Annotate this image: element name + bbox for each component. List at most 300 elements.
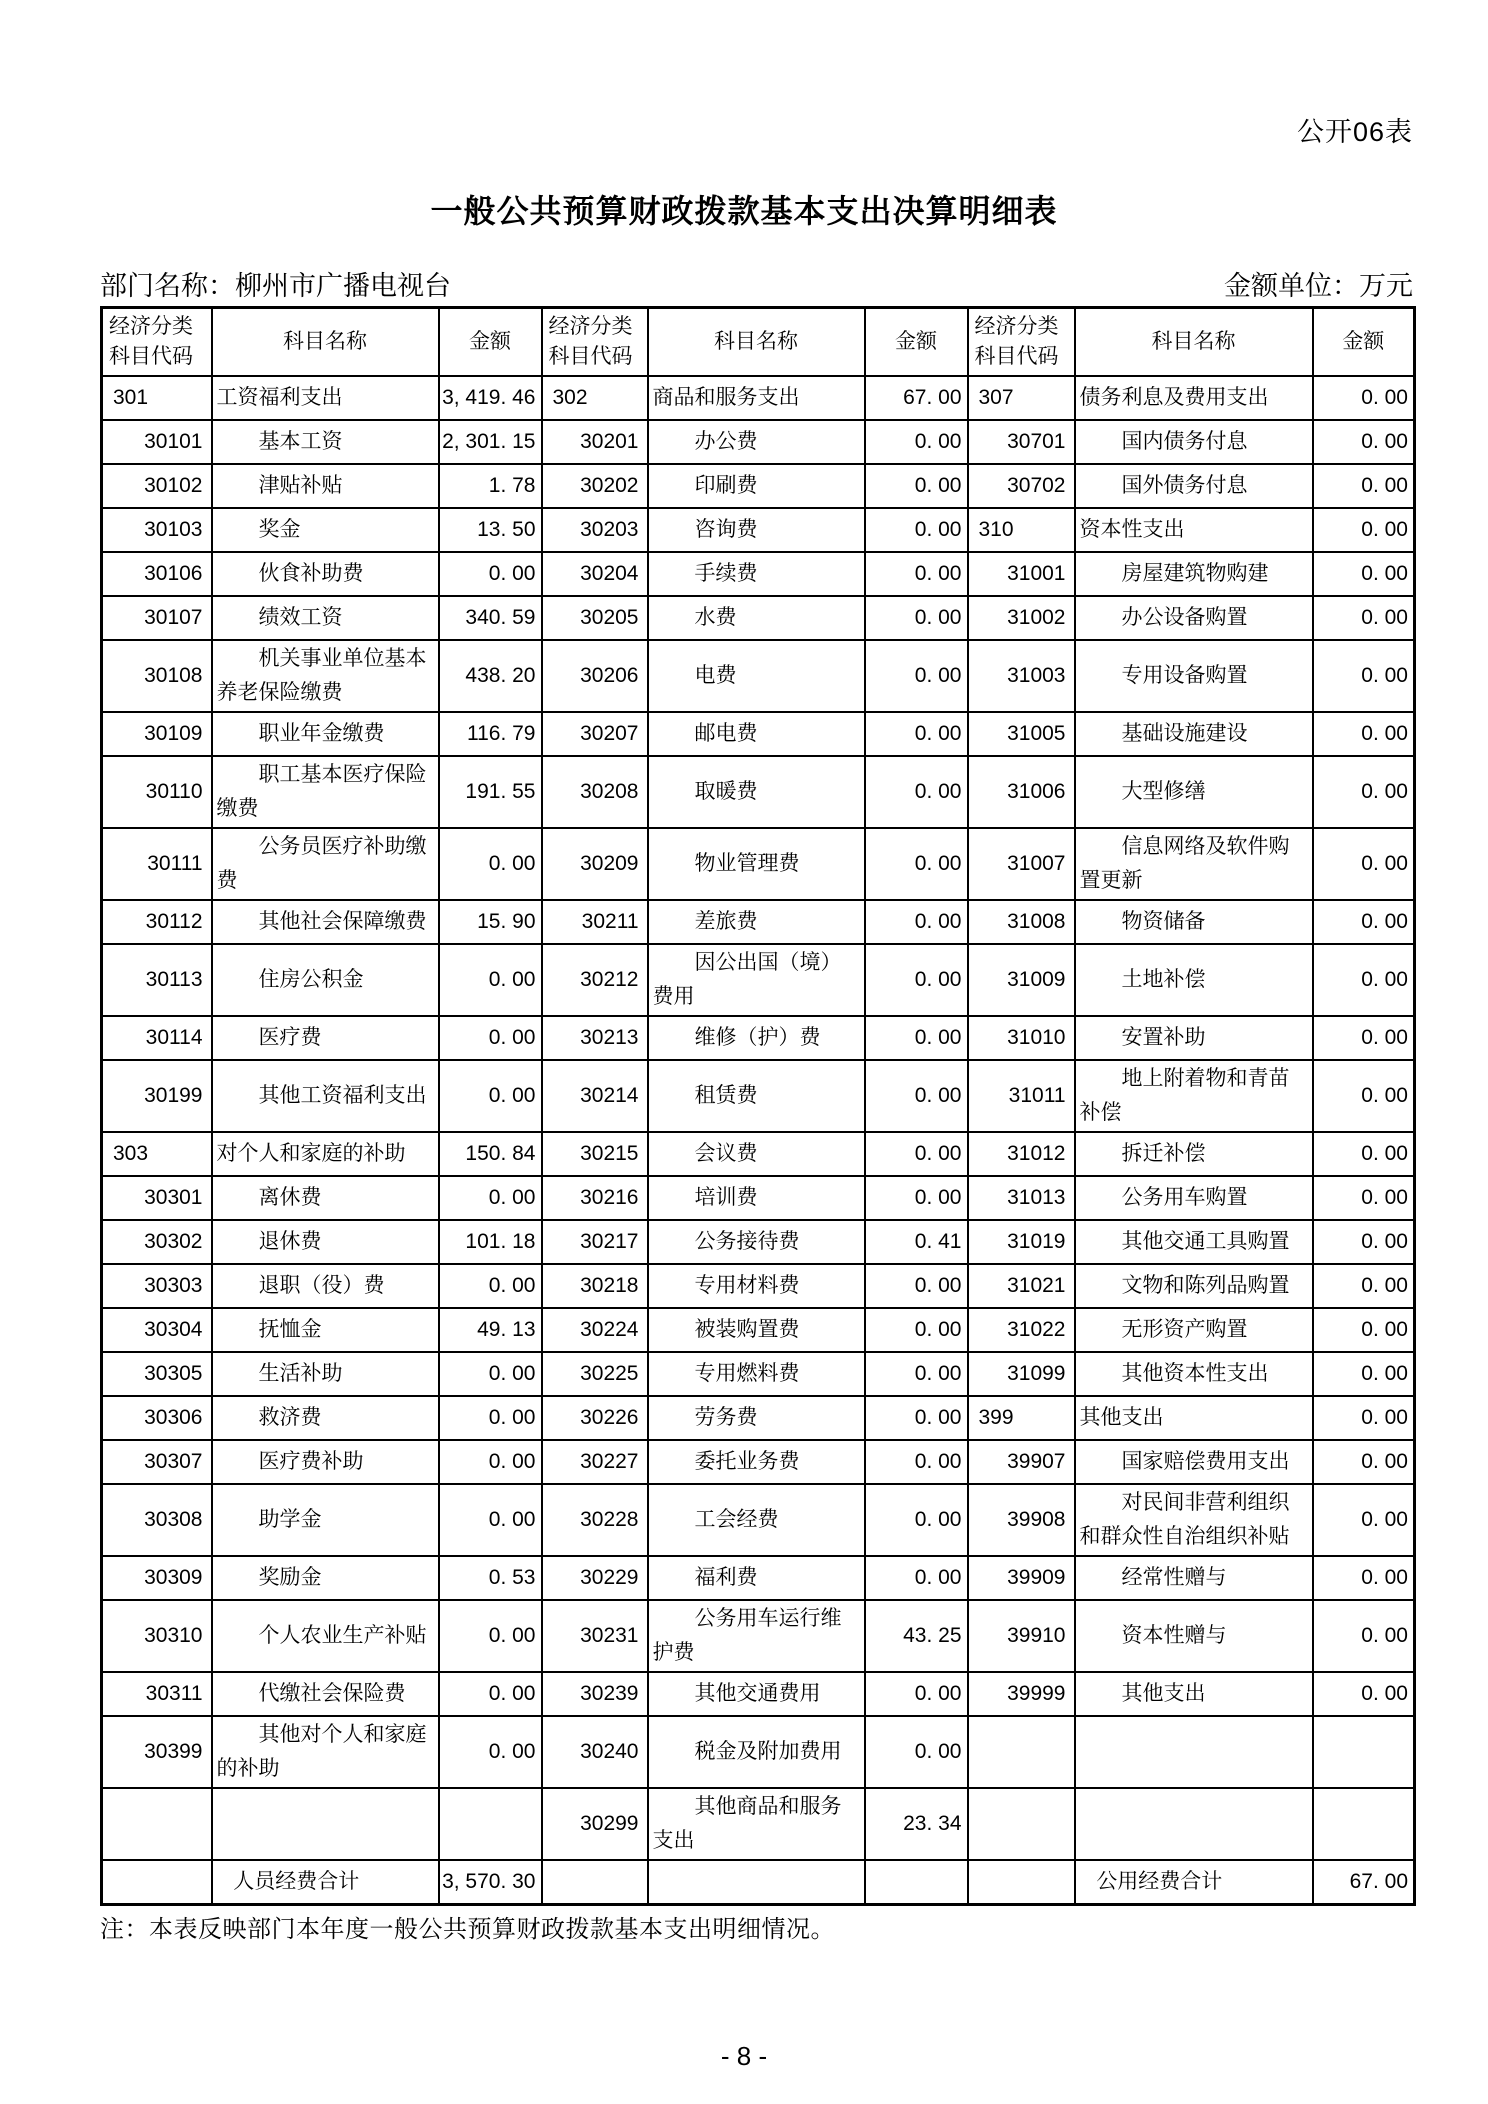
subject-name-cell: 其他支出 [1075, 1672, 1313, 1716]
subject-name-cell: 被装购置费 [648, 1308, 865, 1352]
amount-cell: 0. 41 [865, 1220, 968, 1264]
code-cell: 30229 [542, 1556, 648, 1600]
code-cell: 31019 [968, 1220, 1075, 1264]
subject-name-cell: 无形资产购置 [1075, 1308, 1313, 1352]
subject-name-cell: 差旅费 [648, 900, 865, 944]
amount-cell: 0. 00 [439, 1716, 542, 1788]
code-cell: 30201 [542, 420, 648, 464]
subject-name-cell: 职工基本医疗保险缴费 [212, 756, 439, 828]
subject-name-cell: 对个人和家庭的补助 [212, 1132, 439, 1176]
code-cell: 30109 [102, 712, 212, 756]
code-cell: 30205 [542, 596, 648, 640]
code-cell: 30301 [102, 1176, 212, 1220]
amount-cell: 0. 00 [865, 1352, 968, 1396]
subject-name-cell: 租赁费 [648, 1060, 865, 1132]
table-body [102, 376, 1415, 1905]
table-row [102, 464, 1415, 508]
amount-cell: 0. 00 [439, 1440, 542, 1484]
subject-name-cell: 其他交通工具购置 [1075, 1220, 1313, 1264]
code-cell: 30211 [542, 900, 648, 944]
code-cell: 30213 [542, 1016, 648, 1060]
table-container [100, 306, 1413, 1944]
code-cell: 310 [968, 508, 1075, 552]
subject-name-cell [212, 1788, 439, 1860]
amount-cell: 0. 00 [1313, 1308, 1415, 1352]
amount-cell: 0. 00 [1313, 1396, 1415, 1440]
amount-cell: 13. 50 [439, 508, 542, 552]
code-cell: 31013 [968, 1176, 1075, 1220]
amount-cell: 0. 00 [865, 1308, 968, 1352]
subject-name-cell: 物业管理费 [648, 828, 865, 900]
table-row [102, 508, 1415, 552]
code-cell: 31099 [968, 1352, 1075, 1396]
header-name-2: 科目名称 [648, 308, 865, 377]
code-cell: 30208 [542, 756, 648, 828]
amount-cell: 0. 00 [439, 552, 542, 596]
table-footnote: 注：本表反映部门本年度一般公共预算财政拨款基本支出明细情况。 [100, 1916, 835, 1943]
code-cell: 31003 [968, 640, 1075, 712]
code-cell [102, 1788, 212, 1860]
code-cell: 30299 [542, 1788, 648, 1860]
subject-name-cell: 国外债务付息 [1075, 464, 1313, 508]
subject-name-cell: 医疗费补助 [212, 1440, 439, 1484]
code-cell: 30113 [102, 944, 212, 1016]
amount-cell: 0. 00 [865, 464, 968, 508]
header-code-line2: 科目代码 [548, 345, 633, 368]
header-code-line1: 经济分类 [548, 315, 633, 338]
amount-cell: 0. 00 [865, 1672, 968, 1716]
subject-name-cell [1075, 1788, 1313, 1860]
amount-cell: 0. 00 [439, 828, 542, 900]
subject-name-cell: 公务接待费 [648, 1220, 865, 1264]
code-cell: 39909 [968, 1556, 1075, 1600]
subject-name-cell: 专用燃料费 [648, 1352, 865, 1396]
table-row [102, 552, 1415, 596]
table-row [102, 1308, 1415, 1352]
code-cell: 30103 [102, 508, 212, 552]
code-cell: 30202 [542, 464, 648, 508]
amount-cell: 0. 00 [1313, 1672, 1415, 1716]
budget-detail-table [100, 306, 1416, 1906]
code-cell: 30702 [968, 464, 1075, 508]
code-cell [968, 1788, 1075, 1860]
subject-name-cell: 因公出国（境）费用 [648, 944, 865, 1016]
amount-cell: 3, 419. 46 [439, 376, 542, 420]
code-cell [968, 1716, 1075, 1788]
amount-unit: 金额单位：万元 [1224, 271, 1413, 301]
page-number: - 8 - [720, 2041, 768, 2071]
table-row [102, 1788, 1415, 1860]
amount-cell: 0. 00 [865, 596, 968, 640]
amount-cell: 0. 00 [865, 1440, 968, 1484]
code-cell: 30305 [102, 1352, 212, 1396]
table-row [102, 1016, 1415, 1060]
subject-name-cell: 国家赔偿费用支出 [1075, 1440, 1313, 1484]
amount-cell: 0. 00 [865, 1132, 968, 1176]
subject-name-cell: 房屋建筑物购建 [1075, 552, 1313, 596]
code-cell: 30203 [542, 508, 648, 552]
code-cell: 31022 [968, 1308, 1075, 1352]
code-cell: 30240 [542, 1716, 648, 1788]
amount-cell: 3, 570. 30 [439, 1860, 542, 1905]
code-cell: 30111 [102, 828, 212, 900]
amount-cell: 0. 00 [1313, 464, 1415, 508]
code-cell: 31008 [968, 900, 1075, 944]
code-cell: 30214 [542, 1060, 648, 1132]
code-cell: 30224 [542, 1308, 648, 1352]
amount-cell [439, 1788, 542, 1860]
subject-name-cell: 维修（护）费 [648, 1016, 865, 1060]
amount-cell: 0. 00 [1313, 1600, 1415, 1672]
code-cell: 307 [968, 376, 1075, 420]
amount-cell: 0. 00 [1313, 640, 1415, 712]
subject-name-cell: 退职（役）费 [212, 1264, 439, 1308]
amount-cell: 0. 00 [1313, 756, 1415, 828]
subject-name-cell [648, 1860, 865, 1905]
code-cell: 30114 [102, 1016, 212, 1060]
table-row [102, 1440, 1415, 1484]
code-cell: 30110 [102, 756, 212, 828]
amount-cell: 191. 55 [439, 756, 542, 828]
amount-cell: 0. 00 [1313, 1176, 1415, 1220]
subject-name-cell: 邮电费 [648, 712, 865, 756]
subject-name-cell: 个人农业生产补贴 [212, 1600, 439, 1672]
code-cell: 30209 [542, 828, 648, 900]
subject-name-cell: 地上附着物和青苗补偿 [1075, 1060, 1313, 1132]
amount-cell: 150. 84 [439, 1132, 542, 1176]
subject-name-cell: 其他支出 [1075, 1396, 1313, 1440]
subject-name-cell: 专用设备购置 [1075, 640, 1313, 712]
code-cell: 30306 [102, 1396, 212, 1440]
table-row [102, 376, 1415, 420]
amount-cell: 0. 00 [439, 1352, 542, 1396]
amount-cell: 0. 00 [1313, 1016, 1415, 1060]
amount-cell: 0. 00 [865, 828, 968, 900]
amount-cell: 0. 00 [865, 900, 968, 944]
code-cell: 31010 [968, 1016, 1075, 1060]
subject-name-cell: 奖励金 [212, 1556, 439, 1600]
amount-cell: 0. 00 [439, 1396, 542, 1440]
header-name-3: 科目名称 [1075, 308, 1313, 377]
code-cell: 30199 [102, 1060, 212, 1132]
subject-name-cell: 税金及附加费用 [648, 1716, 865, 1788]
header-code-3 [968, 308, 1075, 377]
amount-cell: 0. 00 [865, 712, 968, 756]
amount-cell: 116. 79 [439, 712, 542, 756]
subject-name-cell: 文物和陈列品购置 [1075, 1264, 1313, 1308]
code-cell: 30215 [542, 1132, 648, 1176]
code-cell: 30228 [542, 1484, 648, 1556]
amount-cell: 0. 00 [439, 1672, 542, 1716]
code-cell: 303 [102, 1132, 212, 1176]
code-cell: 30311 [102, 1672, 212, 1716]
code-cell: 30106 [102, 552, 212, 596]
amount-cell: 340. 59 [439, 596, 542, 640]
amount-cell: 0. 00 [865, 508, 968, 552]
table-row [102, 1396, 1415, 1440]
code-cell: 31006 [968, 756, 1075, 828]
table-row [102, 756, 1415, 828]
code-cell: 30309 [102, 1556, 212, 1600]
subject-name-cell: 取暖费 [648, 756, 865, 828]
amount-cell: 0. 00 [1313, 1484, 1415, 1556]
page-title: 一般公共预算财政拨款基本支出决算明细表 [430, 193, 1058, 229]
amount-cell: 0. 00 [439, 1264, 542, 1308]
header-name-1: 科目名称 [212, 308, 439, 377]
table-row [102, 1716, 1415, 1788]
code-cell: 30303 [102, 1264, 212, 1308]
amount-cell: 0. 00 [1313, 900, 1415, 944]
amount-cell: 0. 00 [1313, 1132, 1415, 1176]
code-cell: 399 [968, 1396, 1075, 1440]
amount-cell [1313, 1788, 1415, 1860]
code-cell: 30302 [102, 1220, 212, 1264]
subject-name-cell: 经常性赠与 [1075, 1556, 1313, 1600]
amount-cell: 0. 00 [1313, 596, 1415, 640]
subject-name-cell: 基本工资 [212, 420, 439, 464]
subject-name-cell: 培训费 [648, 1176, 865, 1220]
code-cell: 30399 [102, 1716, 212, 1788]
amount-cell: 43. 25 [865, 1600, 968, 1672]
code-cell: 30206 [542, 640, 648, 712]
subject-name-cell: 其他交通费用 [648, 1672, 865, 1716]
header-code-2 [542, 308, 648, 377]
subject-name-cell: 对民间非营利组织和群众性自治组织补贴 [1075, 1484, 1313, 1556]
amount-cell: 0. 00 [1313, 1556, 1415, 1600]
header-code-line1: 经济分类 [109, 315, 193, 338]
subject-name-cell: 资本性支出 [1075, 508, 1313, 552]
subject-name-cell: 土地补偿 [1075, 944, 1313, 1016]
amount-cell: 49. 13 [439, 1308, 542, 1352]
subject-name-cell: 代缴社会保险费 [212, 1672, 439, 1716]
code-cell: 30227 [542, 1440, 648, 1484]
amount-cell: 0. 00 [865, 756, 968, 828]
amount-cell: 0. 00 [865, 420, 968, 464]
subject-name-cell: 工资福利支出 [212, 376, 439, 420]
code-cell: 30217 [542, 1220, 648, 1264]
subject-name-cell: 印刷费 [648, 464, 865, 508]
table-row [102, 1600, 1415, 1672]
code-cell: 30102 [102, 464, 212, 508]
table-row [102, 1556, 1415, 1600]
subject-name-cell: 信息网络及软件购置更新 [1075, 828, 1313, 900]
subject-name-cell: 咨询费 [648, 508, 865, 552]
code-cell: 30239 [542, 1672, 648, 1716]
amount-cell: 0. 00 [439, 1016, 542, 1060]
code-cell: 30204 [542, 552, 648, 596]
subject-name-cell: 资本性赠与 [1075, 1600, 1313, 1672]
subject-name-cell: 住房公积金 [212, 944, 439, 1016]
header-code-line1: 经济分类 [974, 315, 1059, 338]
amount-cell: 0. 00 [1313, 508, 1415, 552]
subject-name-cell: 办公费 [648, 420, 865, 464]
table-row [102, 596, 1415, 640]
table-row [102, 640, 1415, 712]
subject-name-cell: 其他资本性支出 [1075, 1352, 1313, 1396]
code-cell: 302 [542, 376, 648, 420]
amount-cell: 0. 00 [439, 944, 542, 1016]
code-cell: 39908 [968, 1484, 1075, 1556]
subject-name-cell: 安置补助 [1075, 1016, 1313, 1060]
table-row [102, 1484, 1415, 1556]
amount-cell: 0. 00 [1313, 1060, 1415, 1132]
subject-name-cell: 生活补助 [212, 1352, 439, 1396]
amount-cell: 0. 00 [865, 944, 968, 1016]
table-row [102, 420, 1415, 464]
amount-cell: 0. 00 [1313, 376, 1415, 420]
amount-cell: 0. 00 [865, 1396, 968, 1440]
amount-cell: 67. 00 [865, 376, 968, 420]
subject-name-cell: 其他商品和服务支出 [648, 1788, 865, 1860]
header-code-line2: 科目代码 [109, 345, 193, 368]
amount-cell: 1. 78 [439, 464, 542, 508]
code-cell [102, 1860, 212, 1905]
amount-cell: 0. 00 [865, 640, 968, 712]
subject-name-cell: 职业年金缴费 [212, 712, 439, 756]
page-corner-label: 公开06表 [1296, 117, 1413, 147]
subject-name-cell: 离休费 [212, 1176, 439, 1220]
amount-cell: 101. 18 [439, 1220, 542, 1264]
code-cell: 31021 [968, 1264, 1075, 1308]
subject-name-cell: 津贴补贴 [212, 464, 439, 508]
subject-name-cell: 大型修缮 [1075, 756, 1313, 828]
subject-name-cell: 公务员医疗补助缴费 [212, 828, 439, 900]
code-cell: 30212 [542, 944, 648, 1016]
subject-name-cell: 其他社会保障缴费 [212, 900, 439, 944]
amount-cell: 0. 53 [439, 1556, 542, 1600]
code-cell [542, 1860, 648, 1905]
subject-name-cell: 劳务费 [648, 1396, 865, 1440]
table-header-row [102, 308, 1415, 377]
amount-cell: 0. 00 [865, 1484, 968, 1556]
subject-name-cell: 专用材料费 [648, 1264, 865, 1308]
amount-cell: 0. 00 [1313, 1440, 1415, 1484]
amount-cell: 0. 00 [1313, 552, 1415, 596]
code-cell: 30226 [542, 1396, 648, 1440]
amount-cell: 15. 90 [439, 900, 542, 944]
subject-name-cell: 机关事业单位基本养老保险缴费 [212, 640, 439, 712]
code-cell: 30701 [968, 420, 1075, 464]
amount-cell: 0. 00 [1313, 1220, 1415, 1264]
amount-cell: 0. 00 [1313, 1352, 1415, 1396]
subject-name-cell: 奖金 [212, 508, 439, 552]
amount-cell: 0. 00 [865, 1716, 968, 1788]
amount-cell: 23. 34 [865, 1788, 968, 1860]
subject-name-cell: 国内债务付息 [1075, 420, 1313, 464]
amount-cell: 0. 00 [865, 1060, 968, 1132]
subject-name-cell: 抚恤金 [212, 1308, 439, 1352]
code-cell: 31002 [968, 596, 1075, 640]
header-code-line2: 科目代码 [974, 345, 1059, 368]
code-cell: 30231 [542, 1600, 648, 1672]
amount-cell: 0. 00 [439, 1600, 542, 1672]
subject-name-cell: 公用经费合计 [1075, 1860, 1313, 1905]
subject-name-cell: 电费 [648, 640, 865, 712]
amount-cell: 0. 00 [865, 552, 968, 596]
amount-cell: 0. 00 [439, 1176, 542, 1220]
subject-name-cell: 委托业务费 [648, 1440, 865, 1484]
code-cell: 30107 [102, 596, 212, 640]
subject-name-cell: 绩效工资 [212, 596, 439, 640]
code-cell: 30218 [542, 1264, 648, 1308]
code-cell: 30310 [102, 1600, 212, 1672]
table-row [102, 900, 1415, 944]
code-cell: 39910 [968, 1600, 1075, 1672]
subject-name-cell: 公务用车购置 [1075, 1176, 1313, 1220]
table-row [102, 1132, 1415, 1176]
header-code-1 [102, 308, 212, 377]
amount-cell: 0. 00 [1313, 828, 1415, 900]
subject-name-cell: 拆迁补偿 [1075, 1132, 1313, 1176]
code-cell: 30216 [542, 1176, 648, 1220]
amount-cell: 0. 00 [439, 1060, 542, 1132]
code-cell: 30225 [542, 1352, 648, 1396]
department-name: 部门名称：柳州市广播电视台 [100, 271, 451, 301]
amount-cell: 0. 00 [865, 1556, 968, 1600]
code-cell: 39999 [968, 1672, 1075, 1716]
table-row [102, 1860, 1415, 1905]
table-row [102, 1176, 1415, 1220]
subject-name-cell: 助学金 [212, 1484, 439, 1556]
subject-name-cell: 办公设备购置 [1075, 596, 1313, 640]
code-cell [968, 1860, 1075, 1905]
header-amount-2: 金额 [865, 308, 968, 377]
amount-cell: 0. 00 [1313, 420, 1415, 464]
header-amount-1: 金额 [439, 308, 542, 377]
code-cell: 31005 [968, 712, 1075, 756]
subject-name-cell: 其他对个人和家庭的补助 [212, 1716, 439, 1788]
amount-cell: 0. 00 [439, 1484, 542, 1556]
table-row [102, 712, 1415, 756]
amount-cell: 0. 00 [865, 1176, 968, 1220]
table-meta-row [100, 264, 1413, 303]
subject-name-cell: 会议费 [648, 1132, 865, 1176]
amount-cell: 0. 00 [1313, 712, 1415, 756]
subject-name-cell [1075, 1716, 1313, 1788]
subject-name-cell: 工会经费 [648, 1484, 865, 1556]
subject-name-cell: 水费 [648, 596, 865, 640]
amount-cell: 67. 00 [1313, 1860, 1415, 1905]
subject-name-cell: 伙食补助费 [212, 552, 439, 596]
table-row [102, 1352, 1415, 1396]
code-cell: 30108 [102, 640, 212, 712]
code-cell: 31007 [968, 828, 1075, 900]
code-cell: 31009 [968, 944, 1075, 1016]
code-cell: 30308 [102, 1484, 212, 1556]
code-cell: 39907 [968, 1440, 1075, 1484]
amount-cell: 0. 00 [865, 1264, 968, 1308]
table-row [102, 1264, 1415, 1308]
table-row [102, 944, 1415, 1016]
code-cell: 31001 [968, 552, 1075, 596]
amount-cell: 0. 00 [1313, 1264, 1415, 1308]
code-cell: 30304 [102, 1308, 212, 1352]
table-row [102, 1060, 1415, 1132]
code-cell: 31012 [968, 1132, 1075, 1176]
amount-cell: 0. 00 [1313, 944, 1415, 1016]
subject-name-cell: 福利费 [648, 1556, 865, 1600]
amount-cell: 2, 301. 15 [439, 420, 542, 464]
subject-name-cell: 其他工资福利支出 [212, 1060, 439, 1132]
table-row [102, 828, 1415, 900]
table-row [102, 1672, 1415, 1716]
subject-name-cell: 物资储备 [1075, 900, 1313, 944]
subject-name-cell: 救济费 [212, 1396, 439, 1440]
amount-cell [1313, 1716, 1415, 1788]
subject-name-cell: 手续费 [648, 552, 865, 596]
code-cell: 301 [102, 376, 212, 420]
subject-name-cell: 退休费 [212, 1220, 439, 1264]
